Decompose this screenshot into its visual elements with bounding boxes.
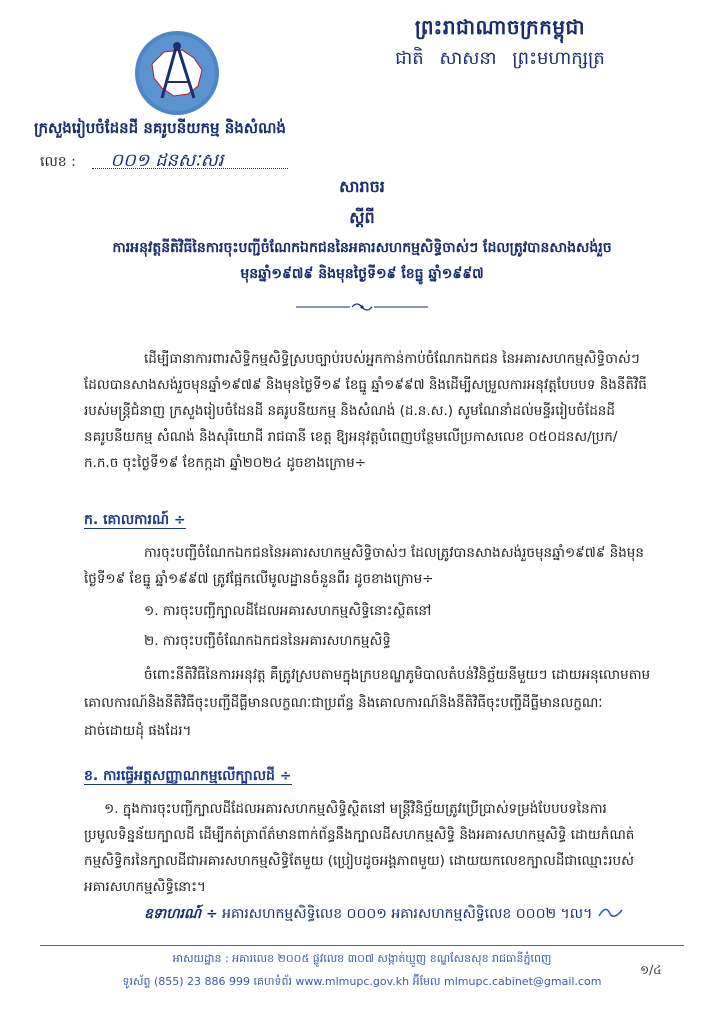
subject-line-1: ការអនុវត្តនីតិវិធីនៃការចុះបញ្ជីចំណែកឯកជននៃអគារសហកម្មសិទ្ធិចាស់ៗ ដែលត្រូវបានសាងសង់រួច xyxy=(112,240,612,256)
reference-underline xyxy=(92,168,288,169)
reference-label: លេខ : xyxy=(40,154,76,170)
intro-line: ដែលបានសាងសង់រួចមុនឆ្នាំ១៩៧៩ និងមុនថ្ងៃទី១៩ ខែធ្នូ ឆ្នាំ១៩៩៧ និងដើម្បីសម្រួលការអនុវត្តបែបបទ និងនីតិវិធី xyxy=(84,377,647,393)
section-b-line: កម្មសិទ្ធិករនៃក្បាលដីជាអគារសហកម្មសិទ្ធិតែមួយ (ប្រៀបដូចអង្គភាពមួយ) ដោយយកលេខក្បាលដីជាឈ្មោះរបស់ xyxy=(84,853,634,869)
section-a-heading: ក. គោលការណ៍ ÷ xyxy=(84,512,186,528)
section-b-line: ប្រមូលទិន្នន័យក្បាលដី ដើម្បីកត់ត្រាព័ត៌មានពាក់ព័ន្ធនឹងក្បាលដីសហកម្មសិទ្ធិ និងអគារសហកម្មសិទ្ធិ ដោយកំណត់ xyxy=(84,827,635,843)
section-a-line: ថ្ងៃទី១៩ ខែធ្នូ ឆ្នាំ១៩៩៧ ត្រូវផ្អែកលើមូលដ្ឋានចំនួនពីរ ដូចខាងក្រោម÷ xyxy=(84,571,434,587)
subject-line-2: មុនឆ្នាំ១៩៧៩ និងមុនថ្ងៃទី១៩ ខែធ្នូ ឆ្នាំ១៩៩៧ xyxy=(240,266,484,282)
footer-divider xyxy=(40,945,684,946)
intro-line: ក.ក.ច ចុះថ្ងៃទី១៩ ខែកក្កដា ឆ្នាំ២០២៤ ដូចខាងក្រោម÷ xyxy=(84,455,367,471)
ministry-logo-icon xyxy=(134,30,220,116)
intro-line: ដើម្បីធានាការពារសិទ្ធិកម្មសិទ្ធិស្របច្បាប់របស់អ្នកកាន់កាប់ចំណែកឯកជន នៃអគារសហកម្មសិទ្ធិចាស់ៗ xyxy=(144,351,640,367)
intro-line: របស់មន្ត្រីជំនាញ ក្រសួងរៀបចំដែនដី នគរូបនីយកម្ម និងសំណង់ (ដ.ន.ស.) សូមណែនាំដល់មន្ទីររៀបចំដែនដី xyxy=(84,403,615,419)
section-b-line: អគារសហកម្មសិទ្ធិនោះ។ xyxy=(84,879,206,895)
example-text: អគារសហកម្មសិទ្ធិលេខ ០០០១ អគារសហកម្មសិទ្ធិលេខ ០០០២ ។ល។ xyxy=(222,906,593,922)
example-label: ឧទាហរណ៍ ÷ xyxy=(144,906,218,922)
section-a-item-2: ២. ការចុះបញ្ជីចំណែកឯកជននៃអគារសហកម្មសិទ្ធិ xyxy=(144,633,391,649)
section-a-closing: ចំពោះនីតិវិធីនៃការអនុវត្ត គឺត្រូវស្របតាមក្នុងក្របខណ្ឌភូមិបាលតំបន់វិនិច្ឆ័យនីមួយៗ ដោយអនុលោមតាម xyxy=(144,667,651,683)
footer-address: អាសយដ្ឋាន : អគារលេខ ២០០៥ ផ្លូវលេខ ៣០៧ សង្កាត់ឃ្មួញ ខណ្ឌសែនសុខ រាជធានីភ្នំពេញ xyxy=(172,952,552,965)
section-a-closing: គោលការណ៍និងនីតិវិធីចុះបញ្ជីដីធ្លីមានលក្ខណៈជាប្រព័ន្ធ និងគោលការណ៍និងនីតិវិធីចុះបញ្ជីដីធ្លីមានលក្ខណៈ xyxy=(84,695,603,711)
document-type: សារាចរ xyxy=(339,177,385,196)
section-b-heading: ខ. ការធ្វើអត្តសញ្ញាណកម្មលើក្បាលដី ÷ xyxy=(84,768,292,784)
section-b-line: ១. ក្នុងការចុះបញ្ជីក្បាលដីដែលអគារសហកម្មសិទ្ធិស្ថិតនៅ មន្ត្រីវិនិច្ឆ័យត្រូវប្រើប្រាស់ទម្រង់បែបបទនៃការ xyxy=(104,801,607,817)
page-number: ១/៤ xyxy=(640,963,662,977)
section-a-line: ការចុះបញ្ជីចំណែកឯកជននៃអគារសហកម្មសិទ្ធិចាស់ៗ ដែលត្រូវបានសាងសង់រួចមុនឆ្នាំ១៩៧៩ និងមុន xyxy=(144,545,644,561)
ministry-name: ក្រសួងរៀបចំដែនដី នគរូបនីយកម្ម និងសំណង់ xyxy=(34,119,286,137)
reference-number xyxy=(40,148,223,175)
national-motto: ជាតិ សាសនា ព្រះមហាក្សត្រ xyxy=(395,48,605,69)
ornament-divider-icon xyxy=(290,300,434,314)
reference-value: ០០១ ដនសៈសរ xyxy=(110,150,224,171)
example-line xyxy=(144,904,592,925)
section-a-item-1: ១. ការចុះបញ្ជីក្បាលដីដែលអគារសហកម្មសិទ្ធិនោះស្ថិតនៅ xyxy=(144,603,432,619)
subject-prefix: ស្តីពី xyxy=(349,208,375,227)
footer-contact: ទូរស័ព្ទ (855) 23 886 999 គេហទំព័រ www.mlmupc.gov.kh អ៊ីមែល mlmupc.cabinet@gmail.com xyxy=(122,975,602,988)
signature-initials-icon xyxy=(596,902,624,922)
kingdom-title: ព្រះរាជាណាចក្រកម្ពុជា xyxy=(414,15,586,39)
intro-line: នគរូបនីយកម្ម សំណង់ និងសុរិយោដី រាជធានី ខេត្ត ឱ្យអនុវត្តបំពេញបន្ថែមលើប្រកាសលេខ ០៥០ដនស/ប្រក/ xyxy=(84,429,618,445)
section-a-closing: ដាច់ដោយដុំ ផងដែរ។ xyxy=(84,723,192,739)
